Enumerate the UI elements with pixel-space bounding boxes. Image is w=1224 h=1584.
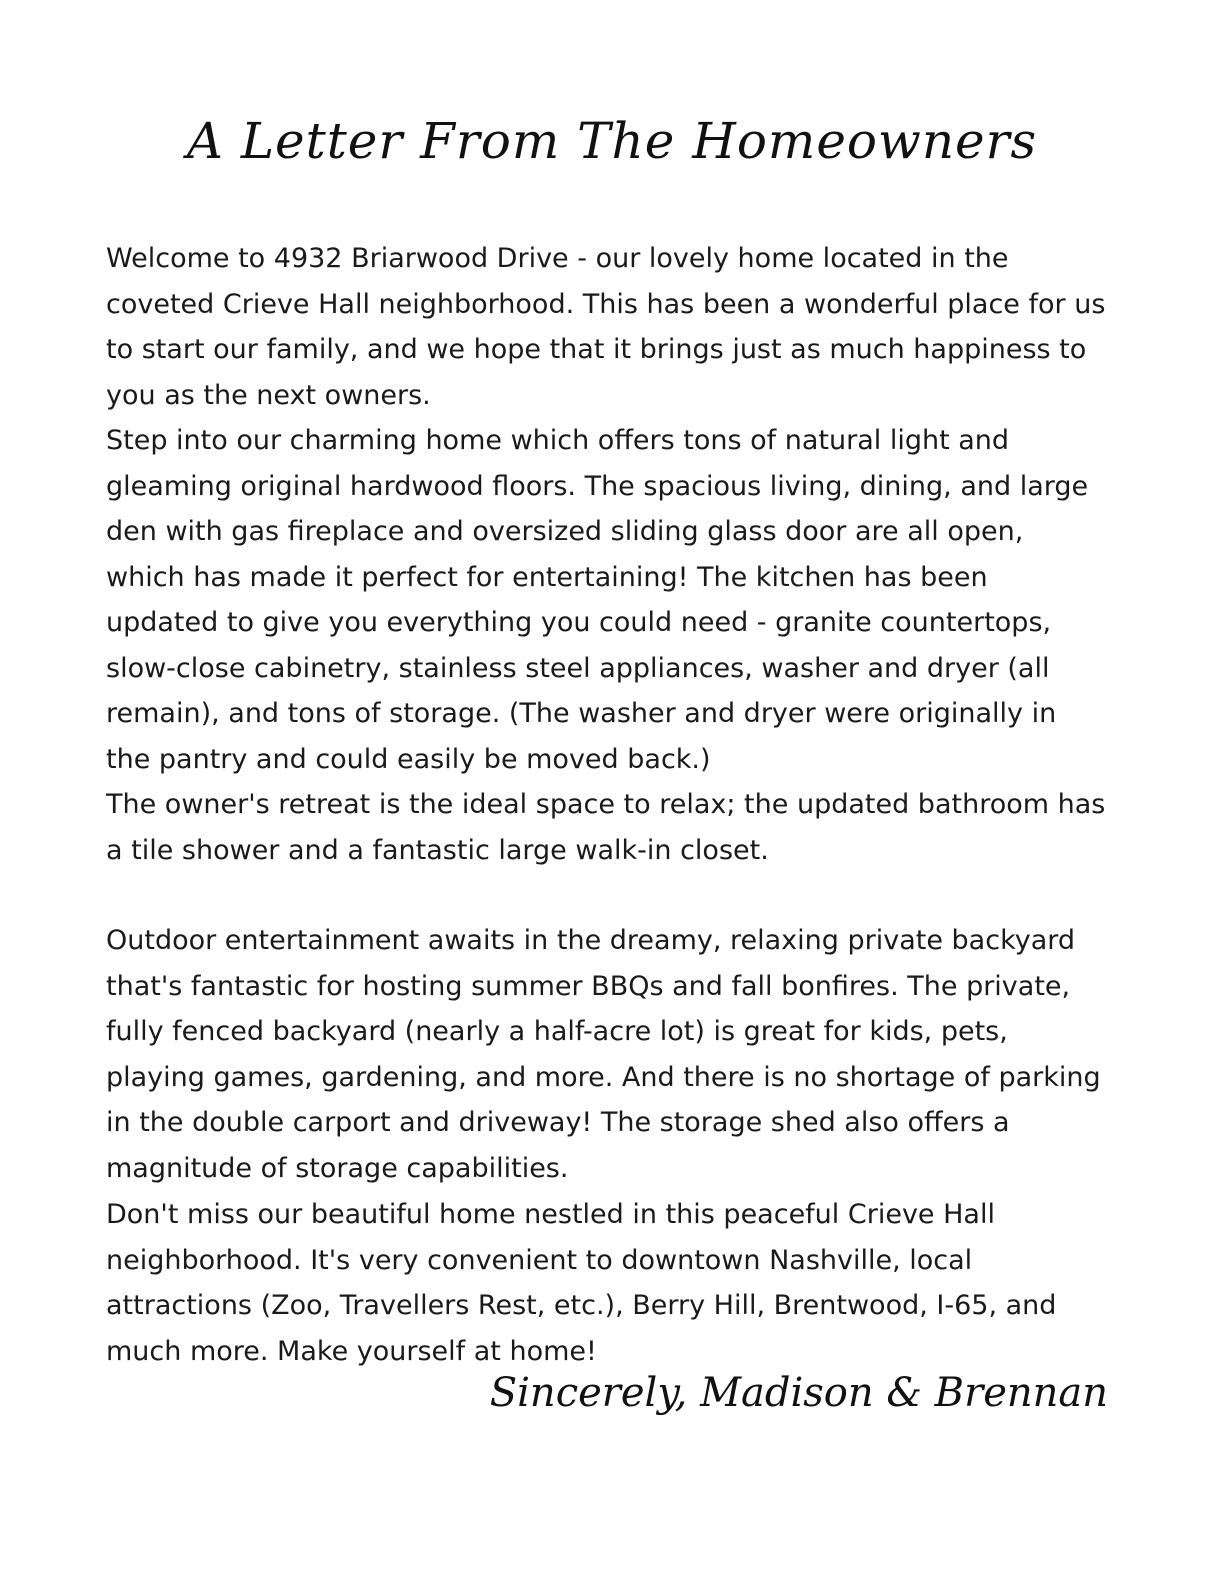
letter-title: A Letter From The Homeowners <box>186 112 1038 170</box>
signature: Sincerely, Madison & Brennan <box>489 1370 1108 1416</box>
paragraph-owners-retreat: The owner's retreat is the ideal space to relax; the updated bathroom has a tile shower and a fantastic large walk-in closet. <box>106 789 1106 866</box>
paragraph-interior: Step into our charming home which offers tons of natural light and gleaming original hardwood floors. The spacious living, dining, and large den with gas fireplace and oversized sliding glass door are all open, which has made it perfect for entertaining! The kitchen has been updated to give you everything you could need - granite countertops, slow-close cabinetry, stainless steel appliances, washer and dryer (all remain), and tons of storage. (The washer and dryer were originally in the pantry and could easily be moved back.) <box>106 425 1089 775</box>
paragraph-closing: Don't miss our beautiful home nestled in this peaceful Crieve Hall neighborhood. It's very convenient to downtown Nashville, local attractions (Zoo, Travellers Rest, etc.), Berry Hill, Brentwood, I-65, and much more. Make yourself at home! <box>106 1199 1057 1367</box>
paragraph-backyard: Outdoor entertainment awaits in the dreamy, relaxing private backyard that's fantastic for hosting summer BBQs and fall bonfires. The private, fully fenced backyard (nearly a half-acre lot) is great for kids, pets, playing games, gardening, and more. And there is no shortage of parking in the double carport and driveway! The storage shed also offers a magnitude of storage capabilities. <box>106 925 1101 1184</box>
paragraph-welcome: Welcome to 4932 Briarwood Drive - our lovely home located in the coveted Crieve Hall neighborhood. This has been a wonderful place for us to start our family, and we hope that it brings just as much happiness to you as the next owners. <box>106 243 1106 411</box>
